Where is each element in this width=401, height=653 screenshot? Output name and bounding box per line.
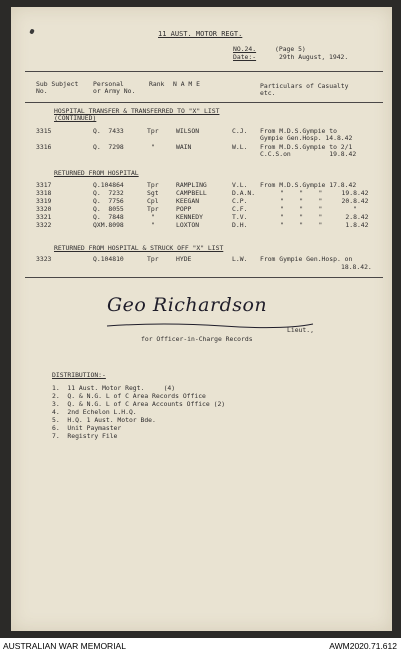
army-no: Q. 7848 <box>93 213 124 221</box>
initials: C.J. <box>232 127 248 135</box>
col-army-no-2: or Army No. <box>93 87 136 95</box>
archive-footer <box>0 638 401 653</box>
rank: Tpr <box>147 205 159 213</box>
particulars: From M.D.S.Gympie to <box>260 127 337 135</box>
initials: D.A.N. <box>232 189 256 197</box>
list-item: 2. Q. & N.G. L of C Area Records Office <box>52 392 206 400</box>
document-date: 29th August, 1942. <box>279 53 349 61</box>
initials: V.L. <box>232 181 248 189</box>
particulars-cont: Gympie Gen.Hosp. 14.8.42 <box>260 134 353 142</box>
distribution-heading: DISTRIBUTION:- <box>52 371 106 379</box>
table-end-rule <box>25 277 383 278</box>
surname: CAMPBELL <box>176 189 207 197</box>
particulars: From M.D.S.Gympie to 2/1 <box>260 143 353 151</box>
initials: C.F. <box>232 205 248 213</box>
col-rank: Rank <box>149 80 165 88</box>
rank: Tpr <box>147 127 159 135</box>
particulars: " " " " <box>280 205 357 213</box>
particulars: " " " 2.8.42 <box>280 213 369 221</box>
list-item: 5. H.Q. 1 Aust. Motor Bde. <box>52 416 156 424</box>
initials: D.H. <box>232 221 248 229</box>
surname: WAIN <box>176 143 192 151</box>
initials: C.P. <box>232 197 248 205</box>
col-subject-no: Sub Subject <box>36 80 79 88</box>
page-indicator: (Page 5) <box>275 45 306 53</box>
columns-rule <box>25 102 383 103</box>
order-number: NO.24. <box>233 45 257 53</box>
archive-name: AUSTRALIAN WAR MEMORIAL <box>3 641 126 651</box>
particulars: " " " 19.8.42 <box>280 189 369 197</box>
header-rule <box>25 71 383 72</box>
surname: KENNEDY <box>176 213 203 221</box>
handwritten-signature: Geo Richardson <box>107 302 267 309</box>
list-item: 7. Registry File <box>52 432 118 440</box>
army-no: Q. 7756 <box>93 197 124 205</box>
subject-no: 3321 <box>36 213 52 221</box>
col-particulars: Particulars of Casualty <box>260 82 349 90</box>
army-no: Q. 7232 <box>93 189 124 197</box>
subject-no: 3322 <box>36 221 52 229</box>
archive-reference: AWM2020.71.612 <box>329 641 397 651</box>
document-title: 11 AUST. MOTOR REGT. <box>158 30 243 38</box>
rank: Sgt <box>147 189 159 197</box>
rank: Cpl <box>147 197 159 205</box>
surname: KEEGAN <box>176 197 200 205</box>
col-name: N A M E <box>173 80 200 88</box>
subject-no: 3318 <box>36 189 52 197</box>
date-label: Date:- <box>233 53 257 61</box>
subject-no: 3316 <box>36 143 52 151</box>
col-army-no: Personal <box>93 80 124 88</box>
particulars: " " " 1.8.42 <box>280 221 369 229</box>
surname: WILSON <box>176 127 200 135</box>
rank: Tpr <box>147 255 159 263</box>
col-particulars-2: etc. <box>260 89 276 97</box>
section-heading-struck-off: RETURNED FROM HOSPITAL & STRUCK OFF "X" LIST <box>54 244 224 252</box>
initials: L.W. <box>232 255 248 263</box>
particulars-cont: 18.8.42. <box>341 263 372 271</box>
surname: LOXTON <box>176 221 200 229</box>
rank: " <box>151 213 155 221</box>
initials: W.L. <box>232 143 248 151</box>
army-no: QXM.8098 <box>93 221 124 229</box>
rank: Tpr <box>147 181 159 189</box>
subject-no: 3317 <box>36 181 52 189</box>
section-heading-returned: RETURNED FROM HOSPITAL <box>54 169 139 177</box>
surname: RAMPLING <box>176 181 207 189</box>
section-heading-transfer: HOSPITAL TRANSFER & TRANSFERRED TO "X" LIST <box>54 107 220 115</box>
section-heading-continued: (CONTINUED) <box>54 114 97 122</box>
rank: " <box>151 143 155 151</box>
particulars-cont: C.C.S.on 19.8.42 <box>260 150 357 158</box>
list-item: 4. 2nd Echelon L.H.Q. <box>52 408 137 416</box>
subject-no: 3319 <box>36 197 52 205</box>
subject-no: 3320 <box>36 205 52 213</box>
rank: " <box>151 221 155 229</box>
signatory-role: for Officer-in-Charge Records <box>141 335 253 343</box>
army-no: Q. 7298 <box>93 143 124 151</box>
army-no: Q.104864 <box>93 181 124 189</box>
signatory-rank: Lieut., <box>287 326 314 334</box>
subject-no: 3323 <box>36 255 52 263</box>
list-item: 6. Unit Paymaster <box>52 424 122 432</box>
army-no: Q.104810 <box>93 255 124 263</box>
army-no: Q. 7433 <box>93 127 124 135</box>
surname: POPP <box>176 205 192 213</box>
army-no: Q. 8055 <box>93 205 124 213</box>
document-page <box>11 7 392 631</box>
particulars: From M.D.S.Gympie 17.8.42 <box>260 181 357 189</box>
list-item: 1. 11 Aust. Motor Regt. (4) <box>52 384 176 392</box>
surname: HYDE <box>176 255 192 263</box>
col-subject-no-2: No. <box>36 87 48 95</box>
list-item: 3. Q. & N.G. L of C Area Accounts Office (2) <box>52 400 226 408</box>
particulars: From Gympie Gen.Hosp. on <box>260 255 353 263</box>
initials: T.V. <box>232 213 248 221</box>
subject-no: 3315 <box>36 127 52 135</box>
particulars: " " " 20.8.42 <box>280 197 369 205</box>
punch-mark-icon <box>29 28 35 34</box>
